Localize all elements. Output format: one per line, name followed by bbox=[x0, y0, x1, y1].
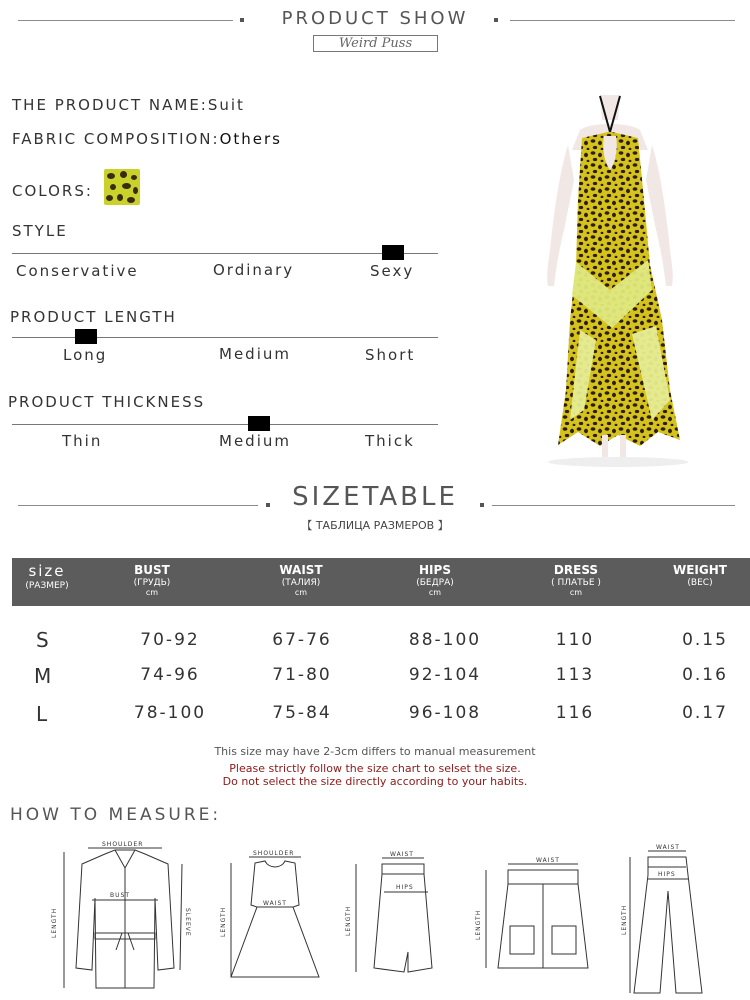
style-marker bbox=[382, 245, 404, 260]
header-title: PRODUCT SHOW bbox=[281, 8, 469, 29]
pants-length-label: LENGTH bbox=[621, 904, 628, 935]
thickness-marker bbox=[248, 416, 270, 431]
dress-waist-label: WAIST bbox=[263, 900, 287, 907]
sizetable-rule-right bbox=[492, 505, 735, 506]
shorts-length-label: LENGTH bbox=[475, 909, 482, 940]
size-warning-line2: Do not select the size directly according to your habits. bbox=[222, 775, 528, 788]
dress-shoulder-label: SHOULDER bbox=[253, 850, 295, 857]
sizetable-dot-right bbox=[480, 503, 484, 507]
length-marker bbox=[75, 329, 97, 344]
shorts-waist-label: WAIST bbox=[536, 857, 560, 864]
fabric-value: Others bbox=[219, 130, 282, 148]
cell-dress: 110 bbox=[555, 630, 595, 650]
product-dress-image bbox=[520, 90, 710, 470]
header-dot-left bbox=[240, 18, 244, 22]
header-weight: WEIGHT (ВЕС) bbox=[673, 563, 727, 588]
cell-waist: 71-80 bbox=[272, 665, 332, 685]
dress-length-label: LENGTH bbox=[220, 906, 227, 937]
skirt-hips-label: HIPS bbox=[396, 884, 414, 891]
skirt-length-label: LENGTH bbox=[345, 905, 352, 936]
style-option-conservative: Conservative bbox=[16, 262, 139, 280]
color-swatch[interactable] bbox=[104, 169, 140, 205]
header-rule-right bbox=[510, 20, 735, 21]
cell-dress: 116 bbox=[555, 703, 595, 723]
style-option-ordinary: Ordinary bbox=[213, 261, 295, 279]
style-label: STYLE bbox=[12, 222, 68, 240]
cell-weight: 0.16 bbox=[682, 665, 728, 685]
header-waist: WAIST (ТАЛИЯ) cm bbox=[279, 563, 323, 597]
fabric-row bbox=[12, 130, 282, 148]
dress-measure-diagram bbox=[215, 845, 335, 999]
product-name-label: THE PRODUCT NAME: bbox=[12, 96, 208, 114]
fabric-label: FABRIC COMPOSITION: bbox=[12, 130, 220, 148]
pants-measure-diagram bbox=[622, 845, 732, 999]
header-hips: HIPS (БЕДРА) cm bbox=[416, 563, 454, 597]
skirt-measure-diagram bbox=[340, 848, 450, 992]
cell-hips: 96-108 bbox=[408, 703, 482, 723]
pants-hips-label: HIPS bbox=[658, 871, 676, 878]
product-name-value: Suit bbox=[207, 96, 245, 114]
length-option-medium: Medium bbox=[219, 345, 291, 363]
header-dot-right bbox=[494, 18, 498, 22]
jacket-length-label: LENGTH bbox=[51, 907, 58, 938]
sizetable-subtitle: 【 ТАБЛИЦА РАЗМЕРОВ 】 bbox=[301, 519, 449, 532]
cell-bust: 70-92 bbox=[140, 630, 200, 650]
how-to-measure-title: HOW TO MEASURE: bbox=[10, 805, 222, 825]
length-option-long: Long bbox=[63, 346, 108, 364]
cell-hips: 92-104 bbox=[408, 665, 482, 685]
thickness-option-thin: Thin bbox=[62, 432, 103, 450]
colors-label: COLORS: bbox=[12, 182, 93, 200]
cell-bust: 78-100 bbox=[133, 703, 207, 723]
cell-waist: 75-84 bbox=[272, 703, 332, 723]
length-label: PRODUCT LENGTH bbox=[10, 308, 177, 326]
size-warning bbox=[0, 762, 750, 788]
brand-label: Weird Puss bbox=[313, 35, 438, 52]
pants-waist-label: WAIST bbox=[656, 844, 680, 851]
sizetable-header bbox=[12, 558, 750, 606]
jacket-bust-label: BUST bbox=[110, 892, 130, 899]
shorts-measure-diagram bbox=[470, 850, 610, 989]
cell-size: M bbox=[34, 664, 52, 688]
jacket-shoulder-label: SHOULDER bbox=[102, 841, 144, 848]
product-name-row bbox=[12, 96, 245, 114]
jacket-measure-diagram bbox=[50, 838, 200, 1000]
header-bust: BUST (ГРУДЬ) cm bbox=[133, 563, 171, 597]
thickness-label: PRODUCT THICKNESS bbox=[8, 393, 206, 411]
size-warning-line1: Please strictly follow the size chart to selset the size. bbox=[229, 762, 521, 775]
header-rule-left bbox=[18, 20, 233, 21]
cell-dress: 113 bbox=[555, 665, 595, 685]
cell-size: L bbox=[36, 702, 48, 726]
cell-hips: 88-100 bbox=[408, 630, 482, 650]
header-size: size (РАЗМЕР) bbox=[25, 562, 69, 591]
header-dress: DRESS ( ПЛАТЬЕ ) cm bbox=[551, 563, 601, 597]
style-scale-line bbox=[12, 253, 438, 254]
sizetable-rule-left bbox=[18, 505, 258, 506]
cell-weight: 0.17 bbox=[682, 703, 728, 723]
cell-waist: 67-76 bbox=[272, 630, 332, 650]
measurement-note: This size may have 2-3cm differs to manual measurement bbox=[214, 745, 536, 758]
skirt-waist-label: WAIST bbox=[390, 851, 414, 858]
thickness-scale-line bbox=[12, 424, 438, 425]
length-option-short: Short bbox=[365, 346, 416, 364]
thickness-option-thick: Thick bbox=[365, 432, 415, 450]
cell-weight: 0.15 bbox=[682, 630, 728, 650]
sizetable-title: SIZETABLE bbox=[292, 482, 458, 512]
style-option-sexy: Sexy bbox=[370, 262, 415, 280]
thickness-option-medium: Medium bbox=[219, 432, 291, 450]
cell-bust: 74-96 bbox=[140, 665, 200, 685]
jacket-sleeve-label: SLEEVE bbox=[184, 908, 191, 937]
cell-size: S bbox=[36, 628, 49, 652]
